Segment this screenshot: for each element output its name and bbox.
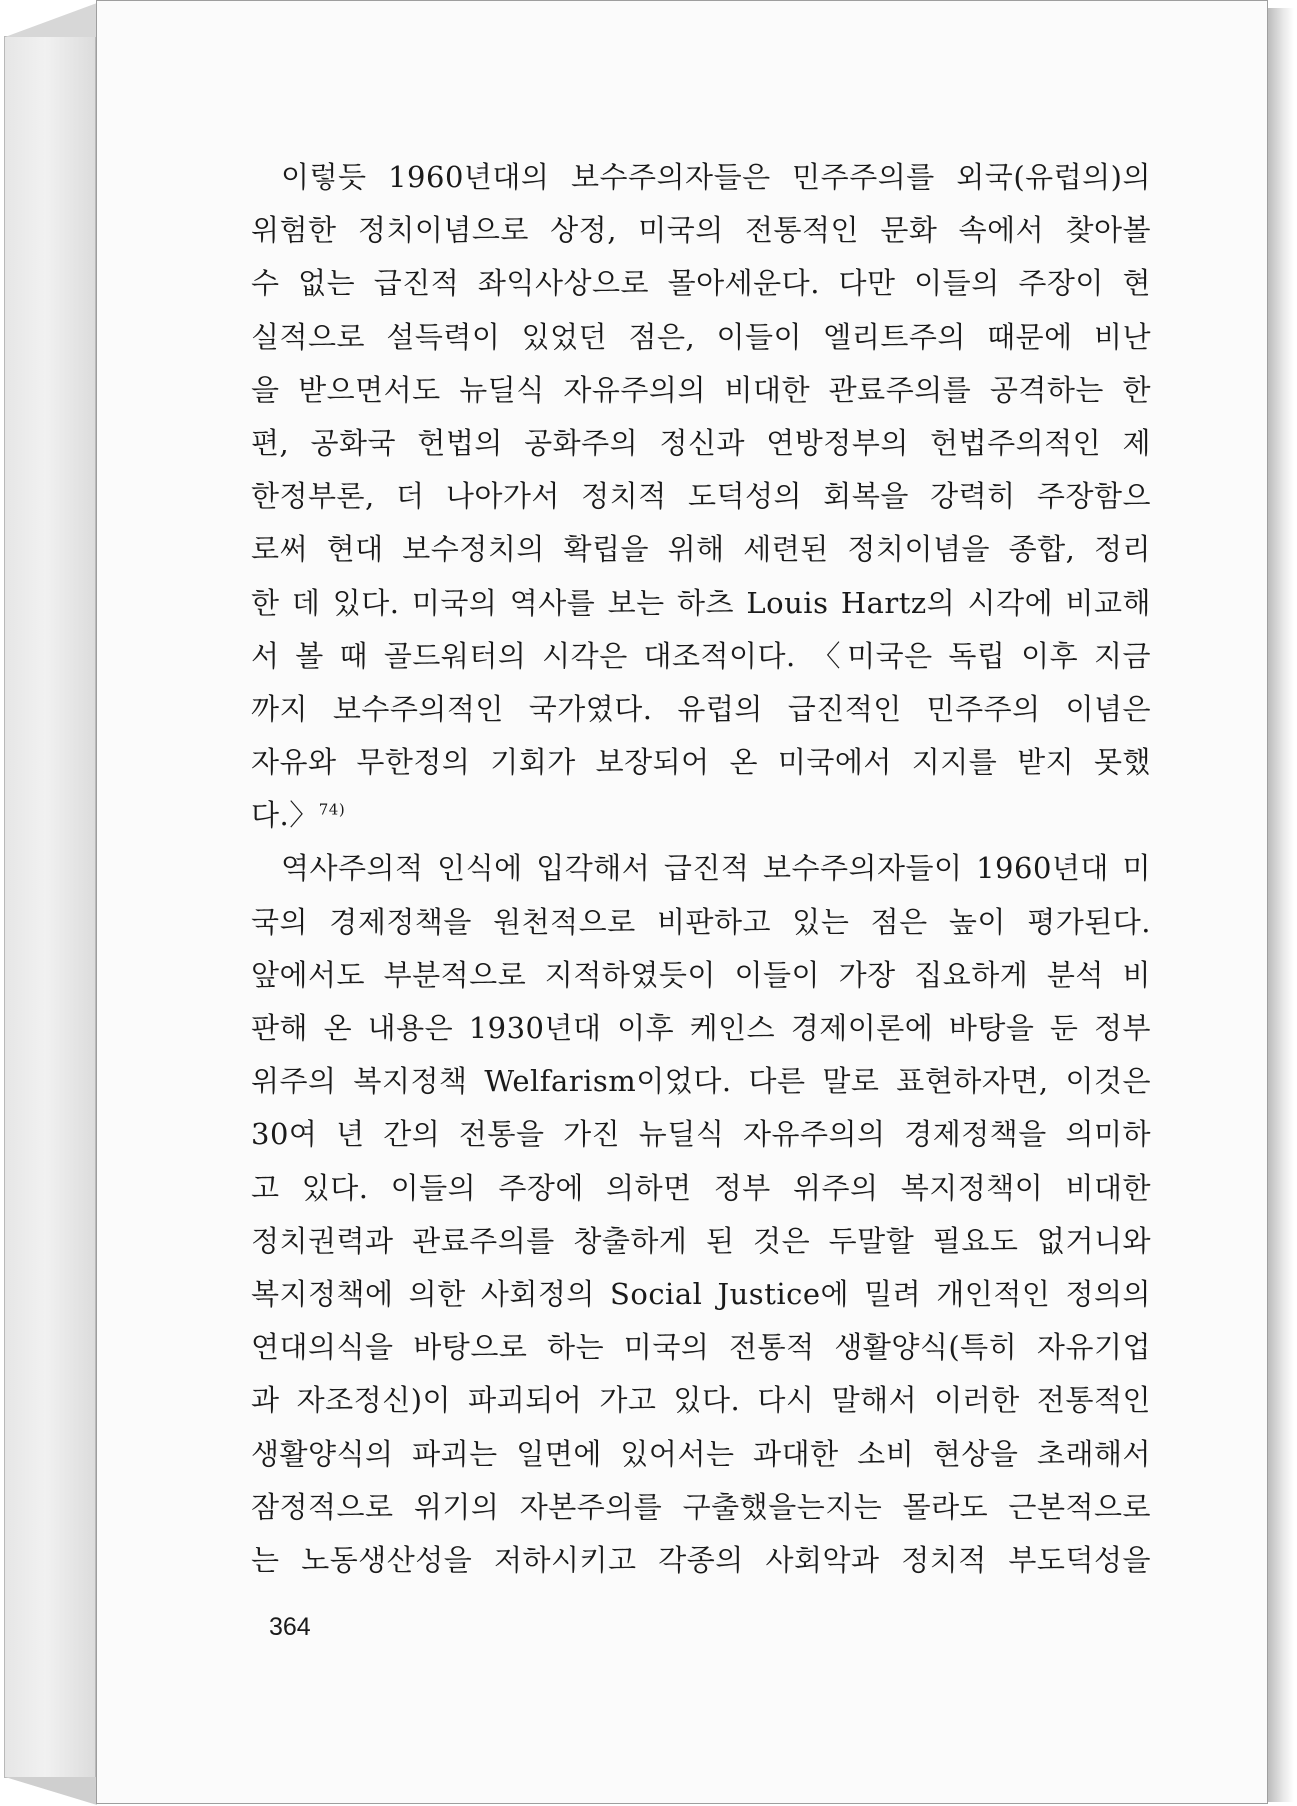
- text-line: 실적으로 설득력이 있었던 점은, 이들이 엘리트주의 때문에 비난: [251, 319, 1151, 354]
- text-line: 까지 보수주의적인 국가였다. 유럽의 급진적인 민주주의 이념은: [251, 691, 1151, 726]
- text-line: 수 없는 급진적 좌익사상으로 몰아세운다. 다만 이들의 주장이 현: [251, 266, 1151, 301]
- page-edge-shadow: [1268, 8, 1294, 1802]
- text-line: 역사주의적 인식에 입각해서 급진적 보수주의자들이 1960년대 미: [281, 851, 1151, 886]
- text-line: 정치권력과 관료주의를 창출하게 된 것은 두말할 필요도 없거니와: [251, 1223, 1151, 1258]
- text-line: 과 자조정신)이 파괴되어 가고 있다. 다시 말해서 이러한 전통적인: [251, 1383, 1151, 1418]
- page-number: 364: [269, 1613, 311, 1641]
- text-line: 자유와 무한정의 기회가 보장되어 온 미국에서 지지를 받지 못했: [251, 745, 1151, 780]
- text-line: 복지정책에 의한 사회정의 Social Justice에 밀려 개인적인 정의의: [251, 1276, 1151, 1311]
- text-line: 로써 현대 보수정치의 확립을 위해 세련된 정치이념을 종합, 정리: [251, 532, 1151, 567]
- text-line: 30여 년 간의 전통을 가진 뉴딜식 자유주의의 경제정책을 의미하: [251, 1117, 1151, 1152]
- book-spine: [4, 36, 96, 1778]
- text-line: 고 있다. 이들의 주장에 의하면 정부 위주의 복지정책이 비대한: [251, 1170, 1151, 1205]
- text-line: 국의 경제정책을 원천적으로 비판하고 있는 점은 높이 평가된다.: [251, 904, 1151, 939]
- book-page: [96, 0, 1268, 1804]
- footnote-reference: 74): [318, 800, 346, 819]
- text-line-with-footnote: [251, 789, 1151, 842]
- text-line: 연대의식을 바탕으로 하는 미국의 전통적 생활양식(특히 자유기업: [251, 1330, 1151, 1365]
- text-line: 판해 온 내용은 1930년대 이후 케인스 경제이론에 바탕을 둔 정부: [251, 1011, 1151, 1045]
- text-line: 서 볼 때 골드워터의 시각은 대조적이다. 〈미국은 독립 이후 지금: [251, 638, 1151, 673]
- text-line: 앞에서도 부분적으로 지적하였듯이 이들이 가장 집요하게 분석 비: [251, 957, 1151, 992]
- text-line: 한정부론, 더 나아가서 정치적 도덕성의 회복을 강력히 주장함으: [251, 479, 1151, 514]
- text-line: 는 노동생산성을 저하시키고 각종의 사회악과 정치적 부도덕성을: [251, 1542, 1151, 1577]
- body-text: [251, 151, 1151, 1587]
- text-line: 편, 공화국 헌법의 공화주의 정신과 연방정부의 헌법주의적인 제: [251, 425, 1151, 460]
- text-line: 이렇듯 1960년대의 보수주의자들은 민주주의를 외국(유럽의)의: [281, 160, 1151, 194]
- text-line: 위주의 복지정책 Welfarism이었다. 다른 말로 표현하자면, 이것은: [251, 1064, 1151, 1099]
- text-line-end: 다.〉: [251, 798, 319, 833]
- text-line: 한 데 있다. 미국의 역사를 보는 하츠 Louis Hartz의 시각에 비교해: [251, 585, 1151, 620]
- text-line: 위험한 정치이념으로 상정, 미국의 전통적인 문화 속에서 찾아볼: [251, 213, 1151, 248]
- text-line: 을 받으면서도 뉴딜식 자유주의의 비대한 관료주의를 공격하는 한: [251, 372, 1151, 407]
- text-line: 잠정적으로 위기의 자본주의를 구출했을는지는 몰라도 근본적으로: [251, 1489, 1151, 1524]
- text-line: 생활양식의 파괴는 일면에 있어서는 과대한 소비 현상을 초래해서: [251, 1436, 1151, 1471]
